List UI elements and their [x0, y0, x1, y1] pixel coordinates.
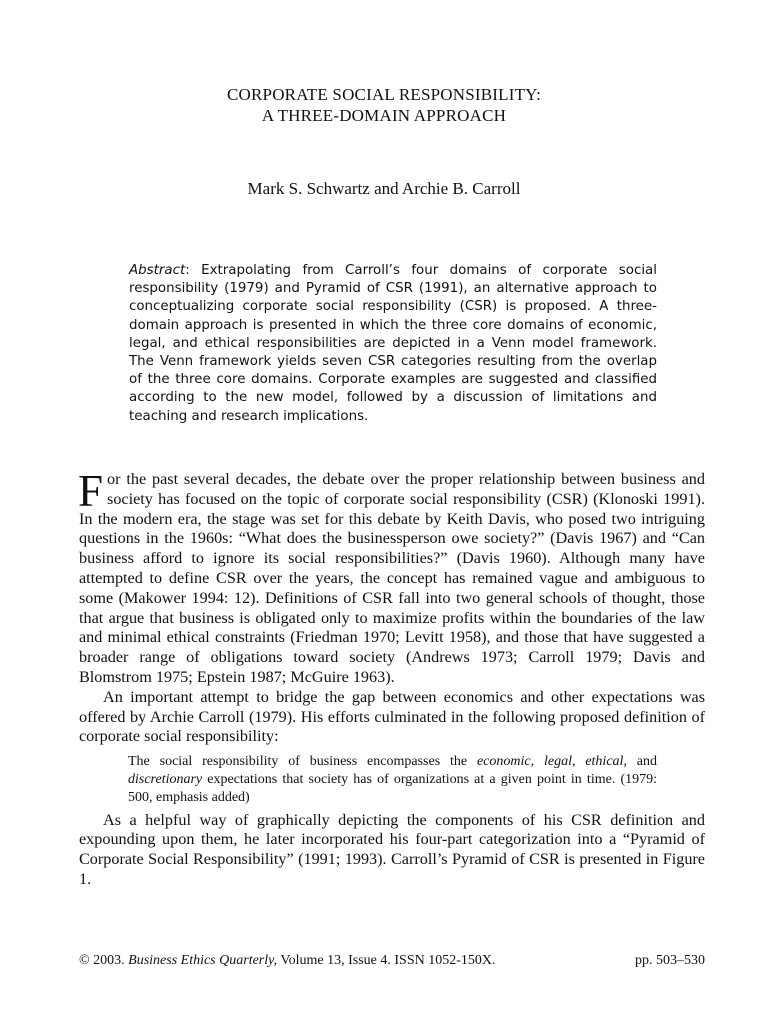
journal-name: Business Ethics Quarterly, [128, 953, 278, 968]
paragraph-1 [78, 466, 705, 688]
copyright: © 2003. [79, 953, 129, 968]
drop-cap: F [78, 466, 104, 516]
quote-emphasis-1: economic, legal, ethical, [476, 754, 627, 770]
paper-title-line-2: A THREE-DOMAIN APPROACH [261, 106, 507, 125]
paper-title-line-1: CORPORATE SOCIAL RESPONSIBILITY: [226, 85, 542, 104]
authors: Mark S. Schwartz and Archie B. Carroll [247, 179, 521, 198]
citation [79, 952, 496, 970]
paragraph-1-text: or the past several decades, the debate over the proper relationship between business and society has focused on the topic of corporate social responsibility (CSR) (Klonoski 1991). In the modern era, the stage was set for this debate by Keith Davis, who posed two intriguing questions in the 1960s: “What does the businessperson owe society?” (Davis 1967) and “Can business afford to ignore its social responsibilities?” (Davis 1960). Although many have attempted to define CSR over the years, the concept has remained vague and ambiguous to some (Makower 1994: 12). Definitions of CSR fall into two general schools of thought, those that argue that business is obligated only to maximize profits within the boundaries of the law and minimal ethical constraints (Friedman 1970; Levitt 1958), and those that have suggested a broader range of obligations toward society (Andrews 1973; Carroll 1979; Davis and Blomstrom 1975; Epstein 1987; McGuire 1963). [79, 470, 705, 686]
quote-emphasis-2: discretionary [128, 771, 203, 787]
quote-text-2: and [626, 754, 657, 770]
abstract [129, 262, 657, 426]
body-text [78, 466, 705, 890]
block-quote [128, 753, 657, 806]
paragraph-2: An important attempt to bridge the gap between economics and other expectations was offered by Archie Carroll (1979). His efforts culminated in the following proposed definition of corporate social responsibility: [79, 687, 705, 746]
paper-title [0, 84, 768, 126]
abstract-label: Abstract [129, 263, 186, 278]
quote-text-1: The social responsibility of business encompasses the [128, 754, 477, 770]
page-range: pp. 503–530 [635, 953, 705, 968]
paragraph-3: As a helpful way of graphically depicting the components of his CSR definition and expounding upon them, he later incorporated his four-part categorization into a “Pyramid of Corporate Social Responsibility” (1991; 1993). Carroll’s Pyramid of CSR is presented in Figure 1. [79, 810, 705, 888]
abstract-text: : Extrapolating from Carroll’s four domains of corporate social responsibility (1979) and Pyramid of CSR (1991), an alternative approach to conceptualizing corporate social responsibility (CSR) is proposed. A three-domain approach is presented in which the three core domains of economic, legal, and ethical responsibilities are depicted in a Venn model framework. The Venn framework yields seven CSR categories resulting from the overlap of the three core domains. Corporate examples are suggested and classified according to the new model, followed by a discussion of limitations and teaching and research implications. [129, 263, 657, 424]
quote-text-3: expectations that society has of organizations at a given point in time. (1979: 500, emphasis added) [128, 771, 657, 805]
issue-info: Volume 13, Issue 4. ISSN 1052-150X. [277, 953, 496, 968]
